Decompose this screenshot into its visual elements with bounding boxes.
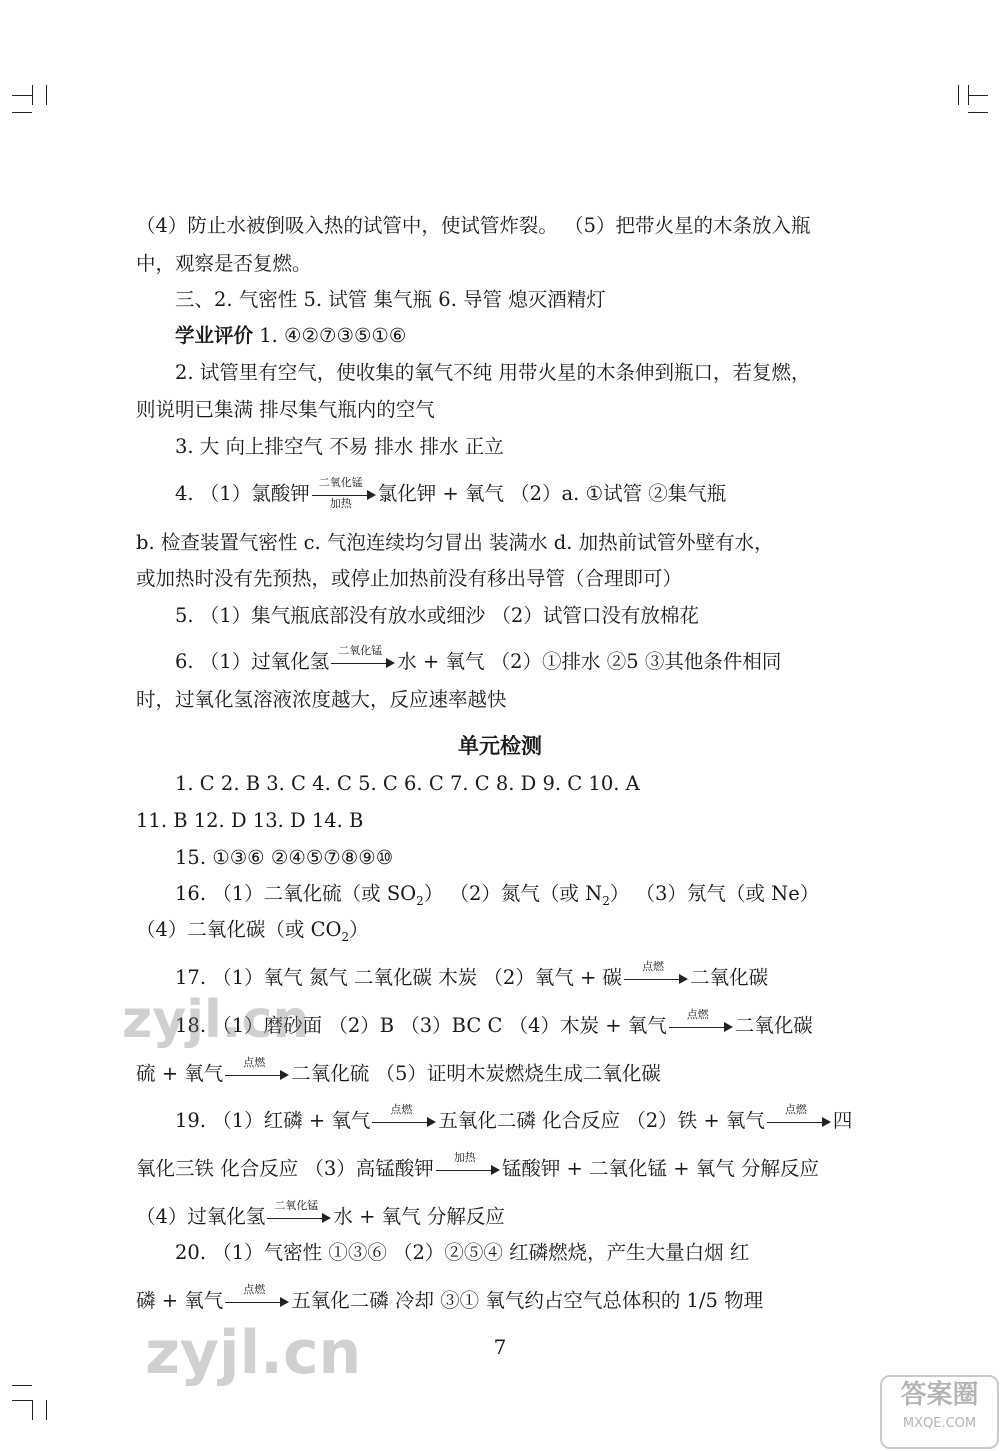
answer-text: （4）过氧化氢 <box>136 1205 266 1228</box>
answer-text: ） （3）氖气（或 Ne） <box>609 882 820 905</box>
answer-text: 硫 + 氧气 <box>136 1062 224 1085</box>
answer-text: 19. （1）红磷 + 氧气 <box>175 1109 371 1132</box>
page-number: 7 <box>493 1335 507 1359</box>
crop-mark <box>32 1400 33 1420</box>
answer-text: 氯化钾 + 氧气 （2）a. ①试管 ②集气瓶 <box>377 482 727 505</box>
answer-line <box>175 643 905 675</box>
reaction-arrow <box>312 475 376 510</box>
crop-mark <box>968 95 988 96</box>
answer-line: 2. 试管里有空气，使收集的氧气不纯 用带火星的木条伸到瓶口，若复燃， <box>175 361 811 384</box>
answer-text: 6. （1）过氧化氢 <box>175 650 330 673</box>
reaction-arrow <box>669 1007 733 1039</box>
answer-line: 中，观察是否复燃。 <box>136 252 312 275</box>
answer-line: 5. （1）集气瓶底部没有放水或细沙 （2）试管口没有放棉花 <box>175 604 699 627</box>
answer-line: （4）防止水被倒吸入热的试管中，使试管炸裂。 （5）把带火星的木条放入瓶 <box>136 214 811 237</box>
answer-line: 时，过氧化氢溶液浓度越大，反应速率越快 <box>136 688 507 711</box>
reaction-condition: 点燃 <box>784 1102 807 1116</box>
reaction-arrow <box>225 1282 289 1314</box>
reaction-arrow <box>767 1102 831 1134</box>
answer-line <box>175 882 905 913</box>
watermark: zyjl.cn <box>145 1318 362 1388</box>
answer-text: 18. （1）磨砂面 （2）B （3）BC C （4）木炭 + 氧气 <box>175 1014 667 1037</box>
crop-mark <box>12 95 32 96</box>
answer-text: 磷 + 氧气 <box>136 1289 224 1312</box>
stamp-text: 答案圈 <box>900 1380 979 1410</box>
crop-mark <box>32 85 33 105</box>
reaction-arrow <box>624 959 688 991</box>
answer-text: （4）二氧化碳（或 CO <box>136 918 342 941</box>
crop-mark <box>12 112 32 113</box>
answer-text: 水 + 氧气 （2）①排水 ②5 ③其他条件相同 <box>397 650 782 673</box>
answer-line: 三、2. 气密性 5. 试管 集气瓶 6. 导管 熄灭酒精灯 <box>175 288 606 311</box>
answer-line <box>136 1055 866 1087</box>
reaction-condition: 点燃 <box>390 1102 413 1116</box>
answer-line: 则说明已集满 排尽集气瓶内的空气 <box>136 398 435 421</box>
answer-line <box>175 1102 905 1134</box>
answer-text: 锰酸钾 + 二氧化锰 + 氧气 分解反应 <box>501 1157 819 1180</box>
reaction-condition: 点燃 <box>642 959 665 973</box>
answer-text: ） <box>349 918 369 941</box>
reaction-condition: 点燃 <box>243 1055 266 1069</box>
answer-text: 五氧化二磷 化合反应 （2）铁 + 氧气 <box>438 1109 765 1132</box>
reaction-arrow <box>225 1055 289 1087</box>
reaction-condition: 点燃 <box>243 1282 266 1296</box>
answer-line <box>136 918 866 949</box>
answer-line <box>136 1150 866 1182</box>
answer-line: b. 检查装置气密性 c. 气泡连续均匀冒出 装满水 d. 加热前试管外壁有水， <box>136 531 774 554</box>
answer-text: 1. ④②⑦③⑤①⑥ <box>253 324 407 347</box>
answer-line: 1. C 2. B 3. C 4. C 5. C 6. C 7. C 8. D 9. C 10. A <box>175 772 640 795</box>
crop-mark <box>958 85 959 105</box>
answer-line: 3. 大 向上排空气 不易 排水 排水 正立 <box>175 435 504 458</box>
answer-text: 二氧化碳 <box>690 966 769 989</box>
reaction-arrow <box>267 1198 331 1230</box>
answer-text: 二氧化碳 <box>734 1014 813 1037</box>
reaction-arrow <box>436 1150 500 1182</box>
subscript: 2 <box>602 893 610 908</box>
answer-text: 五氧化二磷 冷却 ③① 氧气约占空气总体积的 1/5 物理 <box>291 1289 764 1312</box>
reaction-condition: 二氧化锰 <box>338 643 383 657</box>
answer-text: 氧化三铁 化合反应 （3）高锰酸钾 <box>136 1157 434 1180</box>
watermark-stamp <box>880 1375 999 1449</box>
answer-text: 水 + 氧气 分解反应 <box>333 1205 505 1228</box>
reaction-condition: 点燃 <box>686 1007 709 1021</box>
answer-line <box>175 324 905 348</box>
answer-line <box>136 1198 866 1230</box>
crop-mark <box>12 1385 32 1386</box>
answer-text: 17. （1）氧气 氮气 二氧化碳 木炭 （2）氧气 + 碳 <box>175 966 623 989</box>
reaction-condition: 加热 <box>329 496 352 510</box>
crop-mark <box>968 112 988 113</box>
section-title: 单元检测 <box>458 733 542 758</box>
reaction-condition: 加热 <box>453 1150 476 1164</box>
stamp-text: MXQE.COM <box>902 1416 977 1431</box>
reaction-arrow <box>372 1102 436 1134</box>
reaction-arrow <box>331 643 395 675</box>
answer-line: 11. B 12. D 13. D 14. B <box>136 809 364 832</box>
answer-text: 二氧化硫 （5）证明木炭燃烧生成二氧化碳 <box>291 1062 661 1085</box>
answer-line: 15. ①③⑥ ②④⑤⑦⑧⑨⑩ <box>175 846 394 869</box>
reaction-condition: 二氧化锰 <box>318 475 363 489</box>
subscript: 2 <box>341 929 350 944</box>
answer-text: 四 <box>832 1109 853 1132</box>
section-label: 学业评价 <box>175 324 254 347</box>
reaction-condition: 二氧化锰 <box>274 1198 319 1212</box>
answer-line <box>175 959 905 991</box>
answer-line <box>136 1282 866 1314</box>
crop-mark <box>12 1400 32 1401</box>
answer-line: 20. （1）气密性 ①③⑥ （2）②⑤④ 红磷燃烧，产生大量白烟 红 <box>175 1241 750 1264</box>
answer-text: 4. （1）氯酸钾 <box>175 482 310 505</box>
answer-line: 或加热时没有先预热，或停止加热前没有移出导管（合理即可） <box>136 567 683 590</box>
watermark: zyjl.cn <box>122 990 310 1050</box>
crop-mark <box>46 1400 47 1420</box>
subscript: 2 <box>416 893 424 908</box>
answer-line <box>175 475 905 510</box>
crop-mark <box>46 85 47 105</box>
answer-text: 16. （1）二氧化硫（或 SO <box>175 882 417 905</box>
answer-text: ） （2）氮气（或 N <box>423 882 603 905</box>
